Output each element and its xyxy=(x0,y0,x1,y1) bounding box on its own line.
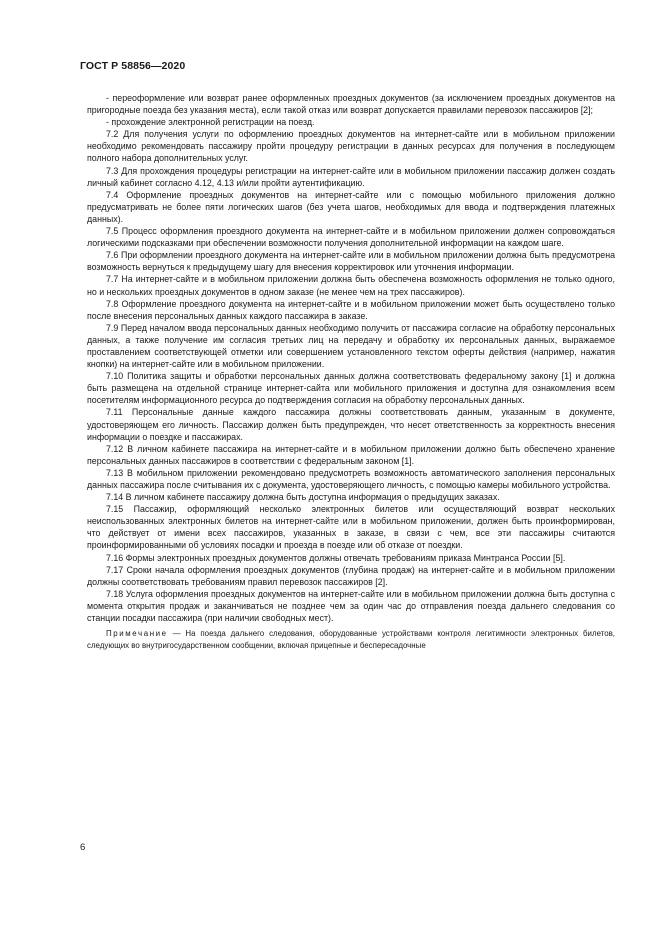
paragraph-7-10: 7.10 Политика защиты и обработки персональных данных должна соответствовать федеральному закону [1] и должна быть размещена на отдельной странице интернет-сайта или мобильного приложения и доступна для ознакомления всем посетителям информационного ресурса до подтверждения согласия на обработку персональных данных. xyxy=(87,371,615,406)
paragraph-7-9: 7.9 Перед началом ввода персональных данных необходимо получить от пассажира согласие на обработку персональных данных, а также получение им согласия третьих лиц на передачу и обработку их персональных данных, выражаемое проставлением соответствующей отметки или совершением установленного текстом оферты действия (например, нажатия кнопки) на интернет-сайте или в мобильном приложении. xyxy=(87,322,615,370)
paragraph-7-13: 7.13 В мобильном приложении рекомендовано предусмотреть возможность автоматического заполнения персональных данных пассажира после считывания их с документа, удостоверяющего личность, с помощью камеры мобильного устройства. xyxy=(87,467,615,490)
paragraph-7-8: 7.8 Оформление проездного документа на интернет-сайте и в мобильном приложении может быть осуществлено только после внесения персональных данных каждого пассажира в заказе. xyxy=(87,298,615,321)
paragraph-7-2: 7.2 Для получения услуги по оформлению проездных документов на интернет-сайте или в мобильном приложении необходимо рекомендовать пассажиру пройти процедуру регистрации в данных ресурсах для получения в последующем полного набора дополнительных услуг. xyxy=(87,129,615,164)
note-label: Примечание xyxy=(106,629,168,639)
paragraph-bullet-reissue: - переоформление или возврат ранее оформленных проездных документов (за исключением проездных документов на пригородные поезда без указания места), если такой отказ или возврат допускается правилами перевозок пассажиров [2]; xyxy=(87,93,615,116)
paragraph-7-17: 7.17 Сроки начала оформления проездных документов (глубина продаж) на интернет-сайте и в мобильном приложении должны соответствовать требованиям правил перевозок пассажиров [2]. xyxy=(87,564,615,587)
paragraph-7-16: 7.16 Формы электронных проездных документов должны отвечать требованиям приказа Минтранса России [5]. xyxy=(106,552,566,563)
paragraph-bullet-registration: - прохождение электронной регистрации на поезд. xyxy=(106,117,315,128)
paragraph-7-12: 7.12 В личном кабинете пассажира на интернет-сайте и в мобильном приложении должно быть обеспечено хранение персональных данных пассажиров в соответствии с федеральным законом [1]. xyxy=(87,443,615,466)
page-number: 6 xyxy=(80,842,86,853)
paragraph-7-15: 7.15 Пассажир, оформляющий несколько электронных билетов или осуществляющий возврат нескольких неиспользованных электронных билетов на интернет-сайте или в мобильном приложении, должен быть проинформирован, что действует от имени всех пассажиров, указанных в заказе, в связи с чем, все эти пассажиры считаются проинформированными об условиях посадки и проезда в поезде или об отказе от поездки. xyxy=(87,504,615,551)
paragraph-7-11: 7.11 Персональные данные каждого пассажира должны соответствовать данным, указанным в документе, удостоверяющем его личность. Пассажир должен быть предупрежден, что несет ответственность за корректность внесения информации о поездке и пассажирах. xyxy=(87,407,615,442)
paragraph-7-4: 7.4 Оформление проездных документов на интернет-сайте или с помощью мобильного приложения должно предусматривать не более пяти логических шагов (без учета шагов, необходимых для ввода и подтверждения платежных данных). xyxy=(87,189,615,224)
paragraph-7-18: 7.18 Услуга оформления проездных документов на интернет-сайте или в мобильном приложении должна быть доступна с момента открытия продаж и заканчиваться не позднее чем за один час до отправления поезда дальнего следования со станции посадки пассажира (при наличии свободных мест). xyxy=(87,588,615,624)
note-text: — На поезда дальнего следования, оборудованные устройствами контроля легитимности электронных билетов, следующих во внутригосударственном сообщении, включая прицепные и беспересадочные xyxy=(87,629,615,650)
paragraph-7-14: 7.14 В личном кабинете пассажиру должна быть доступна информация о предыдущих заказах. xyxy=(106,492,500,503)
note-paragraph xyxy=(87,628,615,651)
standard-header: ГОСТ Р 58856—2020 xyxy=(80,60,186,72)
paragraph-7-3: 7.3 Для прохождения процедуры регистрации на интернет-сайте или в мобильном приложении пассажир должен создать личный кабинет согласно 4.12, 4.13 и/или пройти аутентификацию. xyxy=(87,165,615,188)
paragraph-7-6: 7.6 При оформлении проездного документа на интернет-сайте или в мобильном приложении должна быть предусмотрена возможность вернуться к предыдущему шагу для внесения корректировок или уточнения информации. xyxy=(87,250,615,273)
paragraph-7-5: 7.5 Процесс оформления проездного документа на интернет-сайте и в мобильном приложении должен сопровождаться логическими подсказками при обеспечении возможности получения дополнительной информации на каждом шаге. xyxy=(87,226,615,249)
body-text xyxy=(87,92,615,651)
paragraph-7-7: 7.7 На интернет-сайте и в мобильном приложении должна быть обеспечена возможность оформления не только одного, но и нескольких проездных документов в одном заказе (не менее чем на трех пассажиров). xyxy=(87,274,615,297)
